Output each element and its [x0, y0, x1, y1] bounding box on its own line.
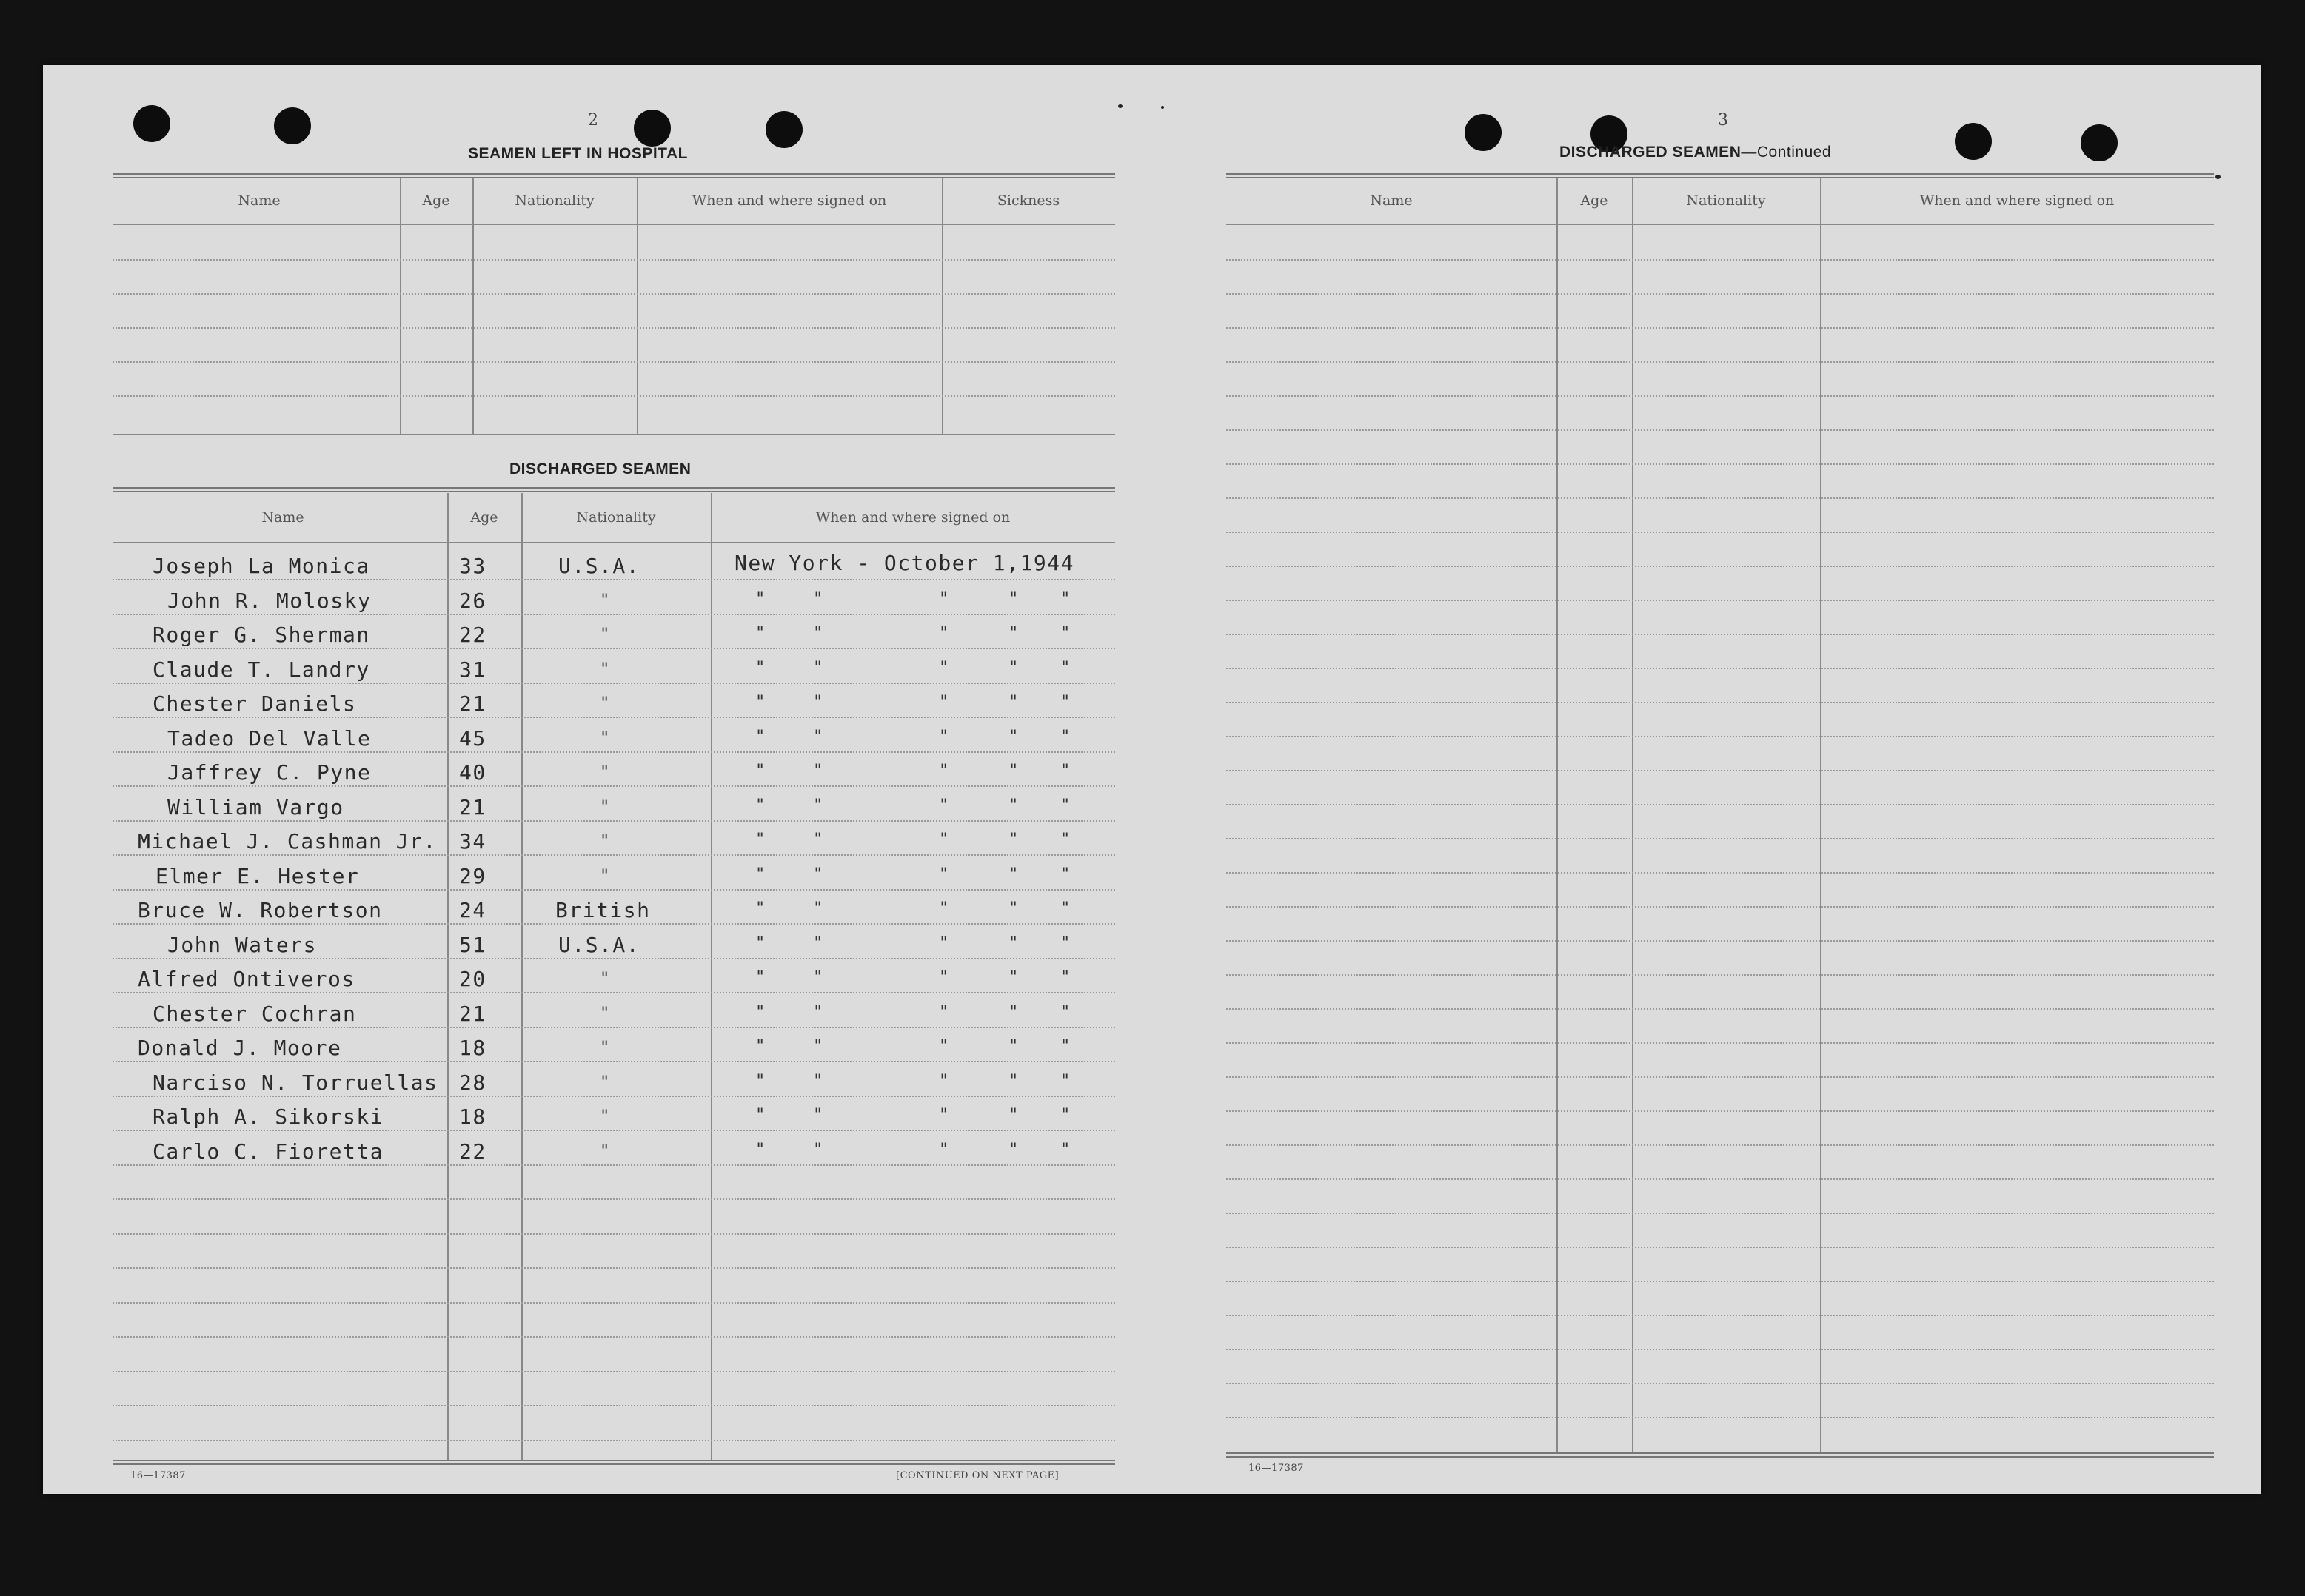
ditto-mark: ": [939, 797, 949, 815]
ruled-line: [1226, 1076, 2214, 1078]
seaman-age: 18: [459, 1036, 486, 1060]
ditto-mark: ": [1008, 865, 1019, 884]
ditto-mark: ": [813, 1003, 823, 1022]
ditto-mark: ": [813, 968, 823, 987]
seaman-name: John R. Molosky: [167, 589, 372, 613]
ruled-line: [1226, 463, 2214, 465]
seaman-age: 21: [459, 691, 486, 716]
ditto-mark: ": [755, 831, 766, 849]
ditto-mark: ": [1060, 659, 1071, 677]
ditto-mark: ": [1060, 831, 1071, 849]
continued-col-signed-on: When and where signed on: [1919, 192, 2115, 209]
ditto-mark: ": [1060, 1141, 1071, 1159]
seaman-age: 28: [459, 1070, 486, 1095]
ruled-line: [1226, 940, 2214, 942]
ditto-mark: ": [755, 659, 766, 677]
ditto-mark: ": [1008, 693, 1019, 711]
ink-speck: [2215, 175, 2221, 179]
ruled-line: [1226, 872, 2214, 874]
hospital-col-signed-on: When and where signed on: [692, 192, 887, 209]
ditto-mark: ": [1060, 624, 1071, 643]
ditto-mark: ": [813, 797, 823, 815]
ditto-mark: ": [813, 728, 823, 746]
seaman-nationality: ": [600, 1073, 610, 1092]
column-header-rule: [113, 542, 1115, 543]
ditto-mark: ": [1060, 865, 1071, 884]
page-number: 3: [1718, 111, 1728, 130]
seaman-name: Alfred Ontiveros: [138, 967, 355, 991]
ditto-mark: ": [1008, 1072, 1019, 1090]
ruled-line: [113, 717, 1115, 718]
ditto-mark: ": [755, 762, 766, 780]
section-rule: [113, 487, 1115, 492]
punch-hole: [766, 111, 803, 148]
seaman-name: Elmer E. Hester: [155, 864, 360, 888]
ditto-mark: ": [755, 865, 766, 884]
seaman-nationality: ": [600, 1005, 610, 1023]
ruled-line: [113, 293, 1115, 295]
ruled-line: [1226, 634, 2214, 635]
ditto-mark: ": [1008, 590, 1019, 608]
ruled-line: [1226, 1178, 2214, 1180]
ditto-mark: ": [813, 934, 823, 953]
ditto-mark: ": [1008, 934, 1019, 953]
ditto-mark: ": [1008, 797, 1019, 815]
ruled-line: [113, 889, 1115, 891]
ditto-mark: ": [1008, 1037, 1019, 1056]
column-divider: [447, 493, 449, 1461]
ruled-line: [113, 992, 1115, 993]
seaman-name: Chester Cochran: [153, 1002, 357, 1026]
ruled-line: [1226, 838, 2214, 839]
ditto-mark: ": [1060, 590, 1071, 608]
ditto-mark: ": [939, 762, 949, 780]
ruled-line: [1226, 600, 2214, 601]
seaman-age: 22: [459, 623, 486, 647]
ditto-mark: ": [939, 1072, 949, 1090]
ditto-mark: ": [1060, 968, 1071, 987]
hospital-col-sickness: Sickness: [997, 192, 1060, 209]
seaman-name: Donald J. Moore: [138, 1036, 342, 1060]
bottom-rule: [1226, 1452, 2214, 1458]
ruled-line: [113, 1336, 1115, 1338]
discharged-col-name: Name: [261, 509, 304, 526]
ditto-mark: ": [755, 1106, 766, 1124]
column-header-rule: [1226, 224, 2214, 225]
seaman-nationality: U.S.A.: [558, 554, 640, 578]
ruled-line: [113, 923, 1115, 925]
bottom-rule: [113, 1460, 1115, 1465]
ditto-mark: ": [755, 624, 766, 643]
ruled-line: [113, 683, 1115, 684]
ruled-line: [113, 1096, 1115, 1097]
ruled-line: [113, 1267, 1115, 1269]
ruled-line: [113, 820, 1115, 822]
seaman-age: 21: [459, 795, 486, 819]
ruled-line: [113, 854, 1115, 856]
continued-col-name: Name: [1370, 192, 1413, 209]
ditto-mark: ": [1060, 934, 1071, 953]
hospital-col-name: Name: [238, 192, 281, 209]
seaman-name: Michael J. Cashman Jr.: [138, 829, 437, 854]
ditto-mark: ": [813, 693, 823, 711]
column-divider: [1632, 178, 1633, 1454]
seaman-nationality: ": [600, 694, 610, 713]
manifest-sheet: [43, 65, 2261, 1494]
ditto-mark: ": [1008, 762, 1019, 780]
ditto-mark: ": [1008, 728, 1019, 746]
seaman-age: 29: [459, 864, 486, 888]
discharged-col-nationality: Nationality: [576, 509, 656, 526]
ditto-mark: ": [1060, 1037, 1071, 1056]
seaman-nationality: ": [600, 1107, 610, 1126]
ruled-line: [1226, 770, 2214, 771]
seaman-name: Ralph A. Sikorski: [153, 1104, 384, 1129]
ruled-line: [1226, 974, 2214, 976]
ditto-mark: ": [755, 797, 766, 815]
ditto-mark: ": [1060, 899, 1071, 918]
ditto-mark: ": [939, 590, 949, 608]
form-number: 16—17387: [130, 1470, 186, 1481]
ruled-line: [1226, 293, 2214, 295]
ruled-line: [113, 614, 1115, 615]
ditto-mark: ": [1008, 899, 1019, 918]
seaman-nationality: ": [600, 729, 610, 748]
seaman-nationality: ": [600, 832, 610, 851]
seaman-name: Tadeo Del Valle: [167, 726, 372, 751]
ditto-mark: ": [813, 899, 823, 918]
seaman-nationality: ": [600, 626, 610, 644]
ditto-mark: ": [1008, 624, 1019, 643]
ruled-line: [1226, 736, 2214, 737]
ruled-line: [113, 1302, 1115, 1304]
hospital-col-age: Age: [422, 192, 450, 209]
ruled-line: [1226, 497, 2214, 499]
ruled-line: [113, 361, 1115, 363]
seaman-age: 40: [459, 760, 486, 785]
ditto-mark: ": [1060, 1072, 1071, 1090]
seaman-name: William Vargo: [167, 795, 344, 819]
ditto-mark: ": [755, 899, 766, 918]
ditto-mark: ": [1008, 831, 1019, 849]
ruled-line: [113, 785, 1115, 787]
ditto-mark: ": [755, 728, 766, 746]
ruled-line: [113, 1405, 1115, 1406]
ruled-line: [1226, 702, 2214, 703]
ruled-line: [113, 751, 1115, 753]
ditto-mark: ": [813, 865, 823, 884]
seaman-age: 22: [459, 1139, 486, 1164]
ditto-mark: ": [813, 762, 823, 780]
ruled-line: [1226, 361, 2214, 363]
column-divider: [521, 493, 523, 1461]
ruled-line: [1226, 1247, 2214, 1248]
seaman-nationality: ": [600, 1142, 610, 1161]
ditto-mark: ": [939, 1037, 949, 1056]
ditto-mark: ": [1060, 797, 1071, 815]
seaman-name: John Waters: [167, 933, 317, 957]
punch-hole: [133, 105, 170, 142]
ditto-mark: ": [939, 831, 949, 849]
ditto-mark: ": [939, 934, 949, 953]
ditto-mark: ": [813, 1072, 823, 1090]
ditto-mark: ": [1060, 762, 1071, 780]
seaman-age: 26: [459, 589, 486, 613]
seaman-name: Narciso N. Torruellas: [153, 1070, 438, 1095]
ditto-mark: ": [939, 693, 949, 711]
seaman-age: 45: [459, 726, 486, 751]
hospital-col-nationality: Nationality: [515, 192, 595, 209]
form-number: 16—17387: [1248, 1463, 1304, 1474]
ditto-mark: ": [813, 659, 823, 677]
continued-note: [CONTINUED ON NEXT PAGE]: [896, 1470, 1060, 1481]
ditto-mark: ": [939, 865, 949, 884]
ruled-line: [1226, 1417, 2214, 1418]
ruled-line: [113, 1198, 1115, 1200]
ruled-line: [113, 579, 1115, 580]
seaman-nationality: ": [600, 591, 610, 610]
seaman-age: 21: [459, 1002, 486, 1026]
ruled-line: [1226, 532, 2214, 533]
ruled-line: [113, 1371, 1115, 1372]
ditto-mark: ": [1008, 968, 1019, 987]
column-divider: [1820, 178, 1821, 1454]
ruled-line: [1226, 1042, 2214, 1044]
ditto-mark: ": [813, 590, 823, 608]
ditto-mark: ": [813, 624, 823, 643]
seaman-nationality: ": [600, 970, 610, 988]
seaman-name: Roger G. Sherman: [153, 623, 370, 647]
column-header-rule: [113, 224, 1115, 225]
ruled-line: [113, 1061, 1115, 1062]
ditto-mark: ": [939, 1003, 949, 1022]
ruled-line: [1226, 668, 2214, 669]
punch-hole: [274, 107, 311, 144]
signed-on-text: New York - October 1,1944: [735, 551, 1074, 575]
ruled-line: [1226, 1383, 2214, 1384]
seaman-name: Claude T. Landry: [153, 657, 370, 682]
ruled-line: [113, 1164, 1115, 1166]
header-rule: [1226, 173, 2214, 178]
ditto-mark: ": [939, 899, 949, 918]
seaman-name: Chester Daniels: [153, 691, 357, 716]
seaman-age: 24: [459, 898, 486, 922]
ruled-line: [1226, 1144, 2214, 1146]
ditto-mark: ": [755, 1003, 766, 1022]
ruled-line: [113, 1130, 1115, 1131]
ditto-mark: ": [1060, 1003, 1071, 1022]
ruled-line: [113, 259, 1115, 261]
ditto-mark: ": [1008, 1141, 1019, 1159]
ditto-mark: ": [755, 693, 766, 711]
punch-hole: [2081, 124, 2118, 161]
seaman-age: 33: [459, 554, 486, 578]
ditto-mark: ": [1008, 1106, 1019, 1124]
seaman-name: Jaffrey C. Pyne: [167, 760, 372, 785]
ruled-line: [1226, 1315, 2214, 1316]
seaman-name: Joseph La Monica: [153, 554, 370, 578]
discharged-col-signed-on: When and where signed on: [815, 509, 1011, 526]
ruled-line: [1226, 906, 2214, 908]
ruled-line: [1226, 804, 2214, 805]
ruled-line: [113, 1233, 1115, 1235]
column-divider: [1556, 178, 1558, 1454]
seaman-age: 31: [459, 657, 486, 682]
ditto-mark: ": [939, 1141, 949, 1159]
ruled-line: [1226, 1349, 2214, 1350]
ink-speck: [1161, 106, 1164, 109]
ditto-mark: ": [755, 1037, 766, 1056]
ditto-mark: ": [939, 659, 949, 677]
continued-col-age: Age: [1580, 192, 1608, 209]
ruled-line: [1226, 1281, 2214, 1282]
ruled-line: [113, 395, 1115, 397]
page-number: 2: [588, 111, 598, 130]
ruled-line: [1226, 1110, 2214, 1112]
seaman-age: 34: [459, 829, 486, 854]
ruled-line: [1226, 566, 2214, 567]
ditto-mark: ": [939, 1106, 949, 1124]
ditto-mark: ": [1008, 659, 1019, 677]
ruled-line: [113, 327, 1115, 329]
ruled-line: [113, 1027, 1115, 1028]
seaman-nationality: British: [555, 898, 651, 922]
ditto-mark: ": [755, 968, 766, 987]
column-divider: [711, 493, 712, 1461]
hospital-section-title: SEAMEN LEFT IN HOSPITAL: [468, 145, 688, 162]
seaman-age: 20: [459, 967, 486, 991]
ditto-mark: ": [813, 831, 823, 849]
seaman-nationality: ": [600, 1039, 610, 1057]
ruled-line: [1226, 1213, 2214, 1214]
ditto-mark: ": [755, 590, 766, 608]
ditto-mark: ": [813, 1037, 823, 1056]
ditto-mark: ": [939, 968, 949, 987]
ink-speck: [1118, 104, 1123, 108]
title-suffix: —Continued: [1741, 144, 1832, 161]
ditto-mark: ": [1060, 728, 1071, 746]
punch-hole: [634, 110, 671, 147]
ditto-mark: ": [1060, 1106, 1071, 1124]
ruled-line: [113, 958, 1115, 959]
ruled-line: [113, 648, 1115, 649]
ditto-mark: ": [939, 624, 949, 643]
discharged-col-age: Age: [470, 509, 498, 526]
ditto-mark: ": [755, 1141, 766, 1159]
ruled-line: [1226, 429, 2214, 431]
ruled-line: [1226, 327, 2214, 329]
hospital-bottom-rule: [113, 434, 1115, 435]
ditto-mark: ": [1060, 693, 1071, 711]
ditto-mark: ": [1008, 1003, 1019, 1022]
seaman-nationality: ": [600, 867, 610, 885]
ruled-line: [1226, 395, 2214, 397]
seaman-nationality: U.S.A.: [558, 933, 640, 957]
punch-hole: [1955, 123, 1992, 160]
continued-col-nationality: Nationality: [1686, 192, 1766, 209]
seaman-nationality: ": [600, 763, 610, 782]
seaman-name: Carlo C. Fioretta: [153, 1139, 384, 1164]
continued-section-title: [1559, 144, 1831, 161]
ditto-mark: ": [939, 728, 949, 746]
ruled-line: [1226, 1008, 2214, 1010]
title-main: DISCHARGED SEAMEN: [1559, 144, 1742, 161]
discharged-section-title: DISCHARGED SEAMEN: [509, 460, 692, 477]
ruled-line: [1226, 259, 2214, 261]
header-rule: [113, 173, 1115, 178]
punch-hole: [1465, 114, 1502, 151]
ruled-line: [113, 1440, 1115, 1441]
ditto-mark: ": [755, 1072, 766, 1090]
seaman-age: 18: [459, 1104, 486, 1129]
seaman-nationality: ": [600, 660, 610, 679]
ditto-mark: ": [755, 934, 766, 953]
seaman-nationality: ": [600, 798, 610, 817]
seaman-name: Bruce W. Robertson: [138, 898, 383, 922]
ditto-mark: ": [813, 1106, 823, 1124]
seaman-age: 51: [459, 933, 486, 957]
ditto-mark: ": [813, 1141, 823, 1159]
